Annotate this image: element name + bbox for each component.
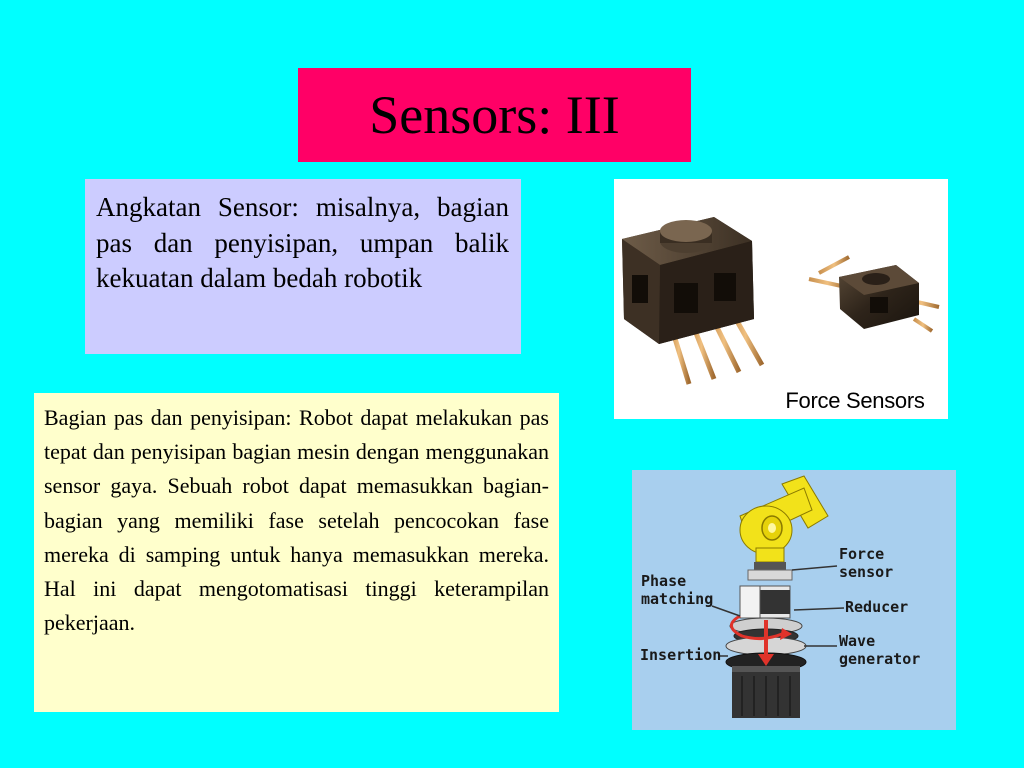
intro-text-box: [85, 179, 521, 354]
phase-matching-diagram: [632, 470, 956, 730]
reducer-label: Reducer: [845, 598, 909, 616]
force-sensors-illustration: [614, 179, 948, 419]
force-sensors-caption: Force Sensors: [764, 385, 946, 417]
intro-text: Angkatan Sensor: misalnya, bagian pas dan penyisipan, umpan balik kekuatan dalam bedah robotik: [96, 192, 509, 293]
large-force-sensor: [622, 217, 762, 384]
force-sensor-label: Force sensor: [839, 545, 894, 581]
body-text-box: [34, 393, 559, 712]
force-sensors-photo: [614, 179, 948, 419]
body-text: Bagian pas dan penyisipan: Robot dapat melakukan pas tepat dan penyisipan bagian mesin dengan menggunakan sensor gaya. Sebuah robot dapat memasukkan bagian-bagian yang memiliki fase setelah pencocokan fase mereka di samping untuk hanya memasukkan mereka. Hal ini dapat mengotomatisasi tinggi keterampilan pekerjaan.: [44, 405, 549, 636]
small-force-sensor: [809, 257, 939, 331]
slide-title-box: [298, 68, 691, 162]
slide-title: Sensors: III: [369, 85, 620, 145]
robot-arm-illustration: [740, 476, 828, 562]
phase-matching-label: Phase matching: [641, 572, 714, 608]
insertion-label: Insertion: [640, 646, 722, 664]
wave-generator-label: Wave generator: [839, 632, 921, 668]
